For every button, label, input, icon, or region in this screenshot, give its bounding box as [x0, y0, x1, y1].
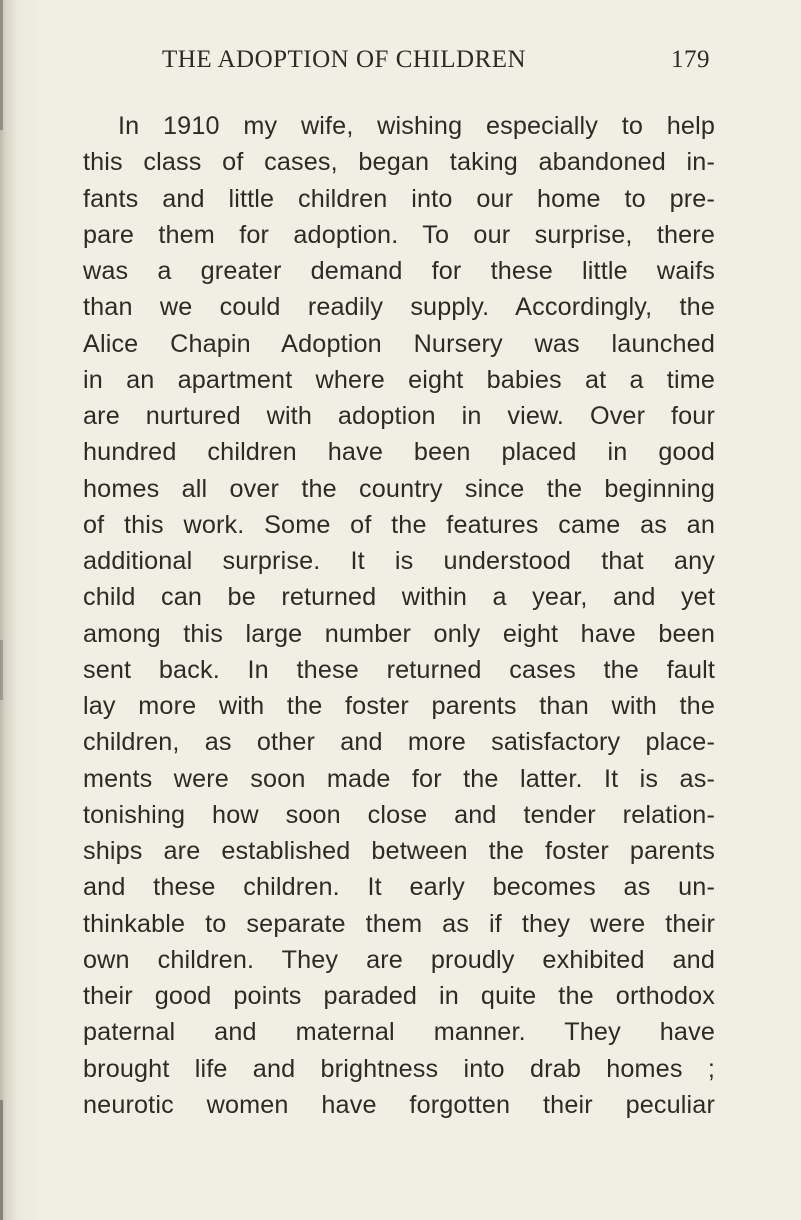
spine-mark	[0, 0, 3, 130]
text-line: was a greater demand for these little waifs	[83, 257, 715, 285]
text-line: fants and little children into our home to pre-	[83, 184, 715, 213]
text-line: own children. They are proudly exhibited and	[83, 945, 715, 974]
text-line: Alice Chapin Adoption Nursery was launched	[83, 329, 715, 358]
text-line: In 1910 my wife, wishing especially to help	[118, 112, 715, 140]
running-head-title: THE ADOPTION OF CHILDREN	[162, 46, 527, 73]
text-line: among this large number only eight have been	[83, 619, 715, 648]
body-paragraph	[83, 108, 715, 1123]
running-head	[162, 46, 710, 82]
text-line: homes all over the country since the beginning	[83, 474, 715, 503]
page-number: 179	[671, 46, 710, 73]
text-line: pare them for adoption. To our surprise, there	[83, 220, 715, 249]
text-line: paternal and maternal manner. They have	[83, 1018, 715, 1047]
text-line: and these children. It early becomes as un-	[83, 873, 715, 902]
text-line: their good points paraded in quite the orthodox	[83, 982, 715, 1010]
text-line: additional surprise. It is understood that any	[83, 547, 715, 575]
text-line: tonishing how soon close and tender relation-	[83, 800, 715, 829]
spine-mark	[0, 640, 3, 700]
text-line: sent back. In these returned cases the fault	[83, 655, 715, 684]
text-line: child can be returned within a year, and yet	[83, 583, 715, 612]
text-line: this class of cases, began taking abandoned in-	[83, 148, 715, 177]
text-line: thinkable to separate them as if they were their	[83, 909, 715, 938]
text-line: lay more with the foster parents than with the	[83, 692, 715, 720]
text-line: ments were soon made for the latter. It is as-	[83, 764, 715, 793]
text-line: than we could readily supply. Accordingly, the	[83, 293, 715, 322]
spine-shadow	[0, 0, 18, 1220]
text-line: of this work. Some of the features came as an	[83, 510, 715, 539]
text-line: are nurtured with adoption in view. Over four	[83, 402, 715, 430]
text-line: children, as other and more satisfactory place-	[83, 728, 715, 757]
text-line: ships are established between the foster parents	[83, 837, 715, 865]
text-line: brought life and brightness into drab homes ;	[83, 1054, 715, 1083]
spine-mark	[0, 1100, 3, 1220]
text-line: neurotic women have forgotten their peculiar	[83, 1090, 715, 1119]
text-line: hundred children have been placed in good	[83, 438, 715, 467]
text-line: in an apartment where eight babies at a time	[83, 365, 715, 394]
